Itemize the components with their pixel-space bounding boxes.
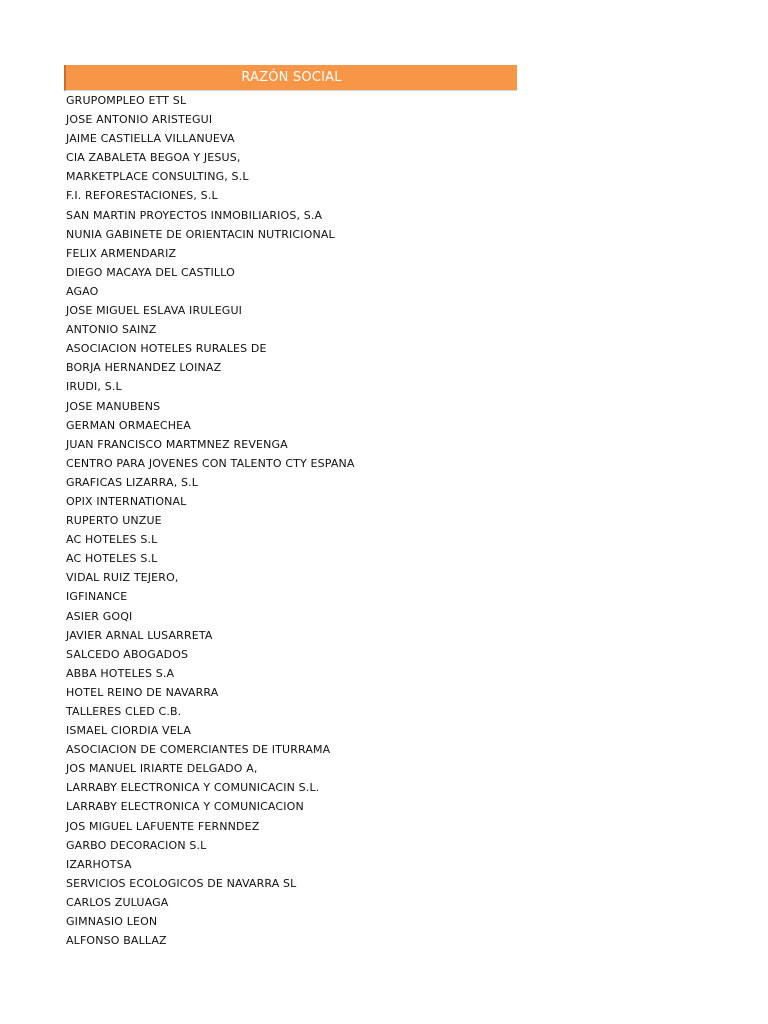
- table-row: LARRABY ELECTRONICA Y COMUNICACIN S.L.: [66, 781, 320, 795]
- company-list: [64, 91, 517, 950]
- table-row: HOTEL REINO DE NAVARRA: [66, 685, 219, 699]
- table-row: CIA ZABALETA BEGOA Y JESUS,: [66, 151, 241, 165]
- table-row: AC HOTELES S.L: [66, 533, 158, 547]
- table-row: JAVIER ARNAL LUSARRETA: [66, 628, 213, 642]
- table-row: ALFONSO BALLAZ: [66, 934, 167, 948]
- table-row: JOSE MANUBENS: [66, 399, 161, 413]
- table-row: ASOCIACION HOTELES RURALES DE: [66, 342, 267, 356]
- table-row: SERVICIOS ECOLOGICOS DE NAVARRA SL: [66, 876, 297, 890]
- table-row: NUNIA GABINETE DE ORIENTACIN NUTRICIONAL: [66, 227, 335, 241]
- table-row: IZARHOTSA: [66, 857, 132, 871]
- table-row: VIDAL RUIZ TEJERO,: [66, 571, 179, 585]
- table-row: FELIX ARMENDARIZ: [66, 246, 177, 260]
- table-row: IRUDI, S.L: [66, 380, 122, 394]
- table-row: MARKETPLACE CONSULTING, S.L: [66, 170, 249, 184]
- table-row: JOS MIGUEL LAFUENTE FERNNDEZ: [66, 819, 260, 833]
- table-row: BORJA HERNANDEZ LOINAZ: [66, 361, 222, 375]
- table-row: JOSE ANTONIO ARISTEGUI: [66, 113, 213, 127]
- table-row: JAIME CASTIELLA VILLANUEVA: [66, 132, 235, 146]
- table-row: OPIX INTERNATIONAL: [66, 494, 187, 508]
- table-row: ISMAEL CIORDIA VELA: [66, 724, 192, 738]
- table-row: AGAO: [66, 284, 99, 298]
- table-row: AC HOTELES S.L: [66, 552, 158, 566]
- table-row: JOS MANUEL IRIARTE DELGADO A,: [66, 762, 258, 776]
- company-table: [64, 65, 517, 950]
- table-row: RUPERTO UNZUE: [66, 514, 162, 528]
- table-row: TALLERES CLED C.B.: [66, 705, 182, 718]
- table-row: LARRABY ELECTRONICA Y COMUNICACION: [66, 800, 304, 814]
- table-row: F.I. REFORESTACIONES, S.L: [66, 189, 218, 203]
- table-row: SAN MARTIN PROYECTOS INMOBILIARIOS, S.A: [66, 208, 323, 222]
- table-row: ASOCIACION DE COMERCIANTES DE ITURRAMA: [66, 743, 331, 757]
- table-row: GIMNASIO LEON: [66, 915, 158, 929]
- table-row: CENTRO PARA JOVENES CON TALENTO CTY ESPANA: [66, 456, 355, 470]
- table-header-label: RAZÓN SOCIAL: [241, 70, 342, 85]
- table-row: DIEGO MACAYA DEL CASTILLO: [66, 265, 235, 279]
- table-row: GARBO DECORACION S.L: [66, 838, 207, 852]
- table-row: JUAN FRANCISCO MARTMNEZ REVENGA: [66, 437, 288, 451]
- table-row: ABBA HOTELES S.A: [66, 666, 175, 680]
- table-row: GERMAN ORMAECHEA: [66, 418, 191, 432]
- table-row: GRUPOMPLEO ETT SL: [66, 94, 187, 107]
- table-row: IGFINANCE: [66, 590, 128, 604]
- table-row: GRAFICAS LIZARRA, S.L: [66, 475, 199, 489]
- table-row: ANTONIO SAINZ: [66, 323, 157, 337]
- table-row: JOSE MIGUEL ESLAVA IRULEGUI: [66, 304, 243, 318]
- table-row: SALCEDO ABOGADOS: [66, 647, 189, 661]
- table-row: CARLOS ZULUAGA: [66, 895, 169, 909]
- table-row: ASIER GOQI: [66, 609, 133, 623]
- table-header: [64, 65, 517, 91]
